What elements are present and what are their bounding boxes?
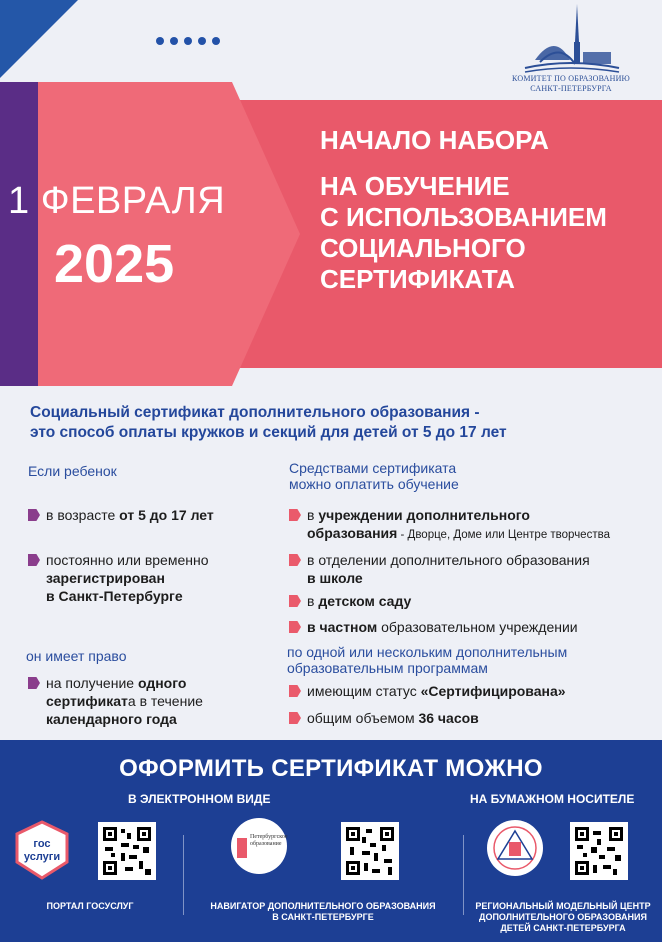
bullet-marker xyxy=(289,621,301,633)
list-item-private xyxy=(289,618,639,636)
bottom-title: ОФОРМИТЬ СЕРТИФИКАТ МОЖНО xyxy=(119,755,543,782)
right-column-heading xyxy=(289,460,459,492)
bullet-marker xyxy=(289,554,301,566)
gosuslugi-line2: услуги xyxy=(23,851,61,863)
reg-line2: зарегистрирован xyxy=(46,570,165,586)
qr-pattern-icon xyxy=(344,825,396,877)
right-heading-line1: Средствами сертификата xyxy=(289,460,457,476)
status-pre: имеющим статус xyxy=(307,683,421,699)
inst-small: - Дворце, Доме или Центре творчества xyxy=(397,529,610,541)
bullet-marker xyxy=(28,509,40,521)
inst-bold2: образования xyxy=(307,525,398,541)
logo-org-line1: КОМИТЕТ ПО ОБРАЗОВАНИЮ xyxy=(512,74,630,83)
intro-line2: это способ оплаты кружков и секций для детей от 5 до 17 лет xyxy=(30,424,507,441)
left-column-heading: Если ребенок xyxy=(28,463,117,479)
date-year: 2025 xyxy=(54,234,175,294)
headline-line1: НАЧАЛО НАБОРА xyxy=(320,125,549,155)
date-day-month: 1 ФЕВРАЛЯ xyxy=(8,180,226,222)
list-item-age xyxy=(28,506,268,524)
gosuslugi-line1: гос xyxy=(33,838,51,850)
list-item-volume xyxy=(289,709,629,727)
inst-pre: в xyxy=(307,507,319,523)
caption-rmc-line1: РЕГИОНАЛЬНЫЙ МОДЕЛЬНЫЙ ЦЕНТР xyxy=(475,901,651,911)
flag-icon xyxy=(236,836,248,860)
nav-logo-line1: Петербургское xyxy=(250,834,288,840)
right-bold3: календарного года xyxy=(46,711,177,727)
paper-subheading: НА БУМАЖНОМ НОСИТЕЛЕ xyxy=(470,792,635,806)
qr-code-regional-center[interactable] xyxy=(570,822,628,880)
list-item-right xyxy=(28,674,268,728)
headline-line4: СОЦИАЛЬНОГО xyxy=(320,233,526,263)
qr-pattern-icon xyxy=(101,825,153,877)
right-pre: на получение xyxy=(46,675,138,691)
programs-line2: образовательным программам xyxy=(287,660,488,676)
gosuslugi-logo xyxy=(13,820,71,880)
list-item-institution xyxy=(289,506,629,544)
list-item-registration xyxy=(28,551,268,605)
inst-bold1: учреждении дополнительного xyxy=(318,507,530,523)
list-item-school xyxy=(289,551,639,587)
intro-line1: Социальный сертификат дополнительного образования - xyxy=(30,404,480,421)
caption-navigator-line2: В САНКТ-ПЕТЕРБУРГЕ xyxy=(272,912,374,922)
reg-line1: постоянно или временно xyxy=(46,552,209,568)
bullet-marker xyxy=(28,554,40,566)
school-bold: в школе xyxy=(307,570,363,586)
headline-line5: СЕРТИФИКАТА xyxy=(320,264,515,294)
list-item-status xyxy=(289,682,629,700)
divider xyxy=(183,835,184,915)
right-heading-line2: можно оплатить обучение xyxy=(289,476,459,492)
volume-bold: 36 часов xyxy=(418,710,479,726)
caption-gosuslugi: ПОРТАЛ ГОСУСЛУГ xyxy=(46,901,134,911)
right-bold2: сертификат xyxy=(46,693,128,709)
caption-rmc-line3: ДЕТЕЙ САНКТ-ПЕТЕРБУРГА xyxy=(500,923,626,933)
qr-pattern-icon xyxy=(573,825,625,877)
qr-code-navigator[interactable] xyxy=(341,822,399,880)
electronic-subheading: В ЭЛЕКТРОННОМ ВИДЕ xyxy=(128,792,271,806)
reg-line3: в Санкт-Петербурге xyxy=(46,588,183,604)
caption-regional-center xyxy=(468,901,658,934)
regional-center-emblem-icon xyxy=(492,825,538,871)
headline xyxy=(320,125,660,295)
bullet-marker xyxy=(289,685,301,697)
navigator-logo-text xyxy=(250,834,288,848)
age-pre: в возрасте xyxy=(46,507,120,523)
bullet-marker xyxy=(289,509,301,521)
kg-bold: детском саду xyxy=(318,593,412,609)
caption-rmc-line2: ДОПОЛНИТЕЛЬНОГО ОБРАЗОВАНИЯ xyxy=(479,912,647,922)
qr-code-gosuslugi[interactable] xyxy=(98,822,156,880)
corner-triangle xyxy=(0,0,78,78)
private-bold: в частном xyxy=(307,619,378,635)
list-item-kindergarten xyxy=(289,592,629,610)
right-mid: а в течение xyxy=(127,693,203,709)
school-line1: в отделении дополнительного образования xyxy=(307,552,590,568)
bullet-marker xyxy=(289,595,301,607)
nav-logo-line2: образование xyxy=(250,841,282,847)
programs-heading xyxy=(287,644,567,676)
caption-navigator xyxy=(190,901,456,923)
right-bold1: одного xyxy=(137,675,187,691)
bullet-marker xyxy=(28,677,40,689)
programs-line1: по одной или нескольким дополнительным xyxy=(287,644,568,660)
headline-line3: С ИСПОЛЬЗОВАНИЕМ xyxy=(320,202,607,232)
logo-org-line2: САНКТ-ПЕТЕРБУРГА xyxy=(530,84,612,93)
right-heading: он имеет право xyxy=(26,648,127,664)
decorative-dots xyxy=(156,37,220,45)
private-rest: образовательном учреждении xyxy=(377,619,578,635)
headline-line2: НА ОБУЧЕНИЕ xyxy=(320,171,510,201)
divider xyxy=(463,835,464,915)
volume-pre: общим объемом xyxy=(307,710,419,726)
status-bold: «Сертифицирована» xyxy=(420,683,566,699)
bullet-marker xyxy=(289,712,301,724)
caption-navigator-line1: НАВИГАТОР ДОПОЛНИТЕЛЬНОГО ОБРАЗОВАНИЯ xyxy=(210,901,436,911)
age-bold: от 5 до 17 лет xyxy=(119,507,214,523)
kg-pre: в xyxy=(307,593,319,609)
intro-text xyxy=(30,403,630,443)
committee-logo-text xyxy=(500,74,642,94)
